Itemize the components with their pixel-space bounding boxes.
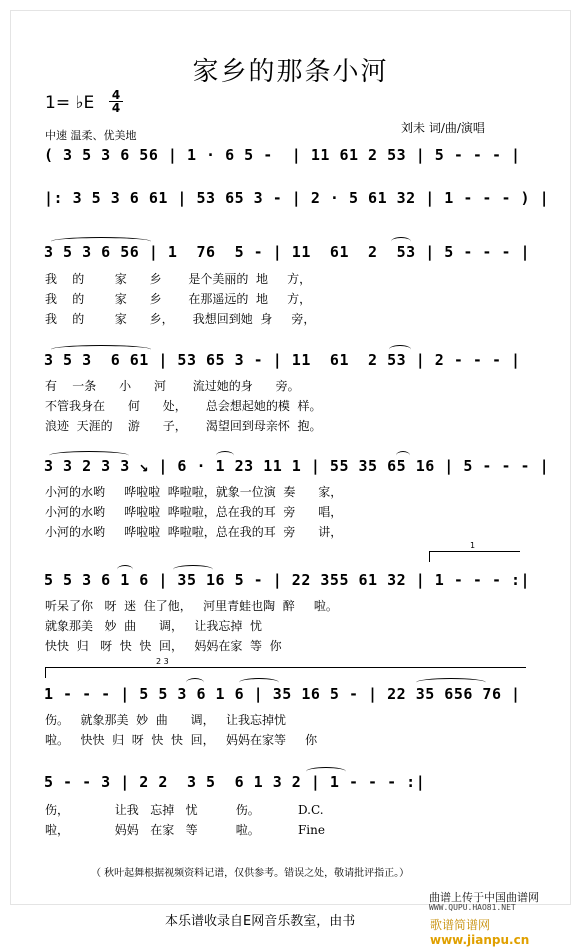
lyric-line: 啦， 妈妈 在家 等 啦。 Fine <box>45 823 325 837</box>
volta-bracket-1 <box>429 541 520 562</box>
volta-bracket-2 <box>45 657 526 678</box>
notation-row-2: 3 5 3 6 56 | 1 76 5 - | 11 61 2 53 | 5 - - - | <box>44 243 531 261</box>
lyric-line: 听呆了你 呀 迷 住了他， 河里青蛙也陶 醉 啦。 <box>45 599 338 613</box>
transcription-note: （ 秋叶起舞根据视频资料记谱，仅供参考。错误之处，敬请批评指正。） <box>91 868 410 879</box>
lyric-line: 小河的水哟 哗啦啦 哗啦啦，就象一位演 奏 家， <box>45 485 343 499</box>
lyric-line: 我 的 家 乡 在那遥远的 地 方， <box>45 292 312 306</box>
lyric-line: 快快 归 呀 快 快 回， 妈妈在家 等 你 <box>45 639 282 653</box>
notation-row-5: 5 5 3 6 1 6 | 35 16 5 - | 22 355 61 32 | 1 - - - :| <box>44 571 531 589</box>
credits: 刘未 词/曲/演唱 <box>401 121 485 135</box>
lyric-line: 小河的水哟 哗啦啦 哗啦啦，总在我的耳 旁 唱， <box>45 505 343 519</box>
lyric-line: 啦。 快快 归 呀 快 快 回， 妈妈在家等 你 <box>45 733 318 747</box>
tempo-marking: 中速 温柔、优美地 <box>45 129 137 142</box>
lyric-line: 浪迹 天涯的 游 子， 渴望回到母亲怀 抱。 <box>45 419 322 433</box>
volta-number: 1 <box>470 541 476 550</box>
upload-credit: 曲谱上传于中国曲谱网 <box>429 891 539 904</box>
watermark-text: 歌谱简谱网 <box>430 918 491 932</box>
volta-number: 2 3 <box>156 657 169 666</box>
notation-row-1: |: 3 5 3 6 61 | 53 65 3 - | 2 · 5 61 32 | 1 - - - ) | <box>44 189 550 207</box>
lyric-line: 我 的 家 乡， 我想回到她 身 旁， <box>45 312 316 326</box>
lyric-line: 伤， 让我 忘掉 忧 伤。 D.C. <box>45 803 324 817</box>
footer-text: 本乐谱收录自E网音乐教室，由书 <box>165 914 356 929</box>
lyric-line: 我 的 家 乡 是个美丽的 地 方， <box>45 272 312 286</box>
lyric-line: 伤。 就象那美 妙 曲 调， 让我忘掉忧 <box>45 713 287 727</box>
site-url: WWW.QUPU.HAO81.NET <box>429 903 516 912</box>
time-numerator: 4 <box>111 88 121 102</box>
lyric-line: 就象那美 妙 曲 调， 让我忘掉 忧 <box>45 619 263 633</box>
watermark-url: www.jianpu.cn <box>430 933 530 947</box>
notation-row-6: 1 - - - | 5 5 3 6 1 6 | 35 16 5 - | 22 35 656 76 | <box>44 685 521 703</box>
notation-row-0: ( 3 5 3 6 56 | 1 · 6 5 - | 11 61 2 53 | 5 - - - | <box>44 146 521 164</box>
key-signature: 1= ♭E <box>45 93 95 113</box>
page-title: 家乡的那条小河 <box>192 57 389 87</box>
lyric-line: 有 一条 小 河 流过她的身 旁。 <box>45 379 300 393</box>
watermark <box>430 916 579 947</box>
notation-row-7: 5 - - 3 | 2 2 3 5 6 1 3 2 | 1 - - - :| <box>44 773 426 791</box>
time-signature <box>109 89 123 114</box>
notation-row-4: 3 3 2 3 3 ↘ | 6 · 1 23 11 1 | 55 35 65 16 | 5 - - - | <box>44 457 550 475</box>
score-sheet <box>10 10 571 912</box>
time-denominator: 4 <box>109 101 123 114</box>
lyric-line: 不管我身在 何 处， 总会想起她的模 样。 <box>45 399 322 413</box>
notation-row-3: 3 5 3 6 61 | 53 65 3 - | 11 61 2 53 | 2 - - - | <box>44 351 521 369</box>
lyric-line: 小河的水哟 哗啦啦 哗啦啦，总在我的耳 旁 讲， <box>45 525 343 539</box>
